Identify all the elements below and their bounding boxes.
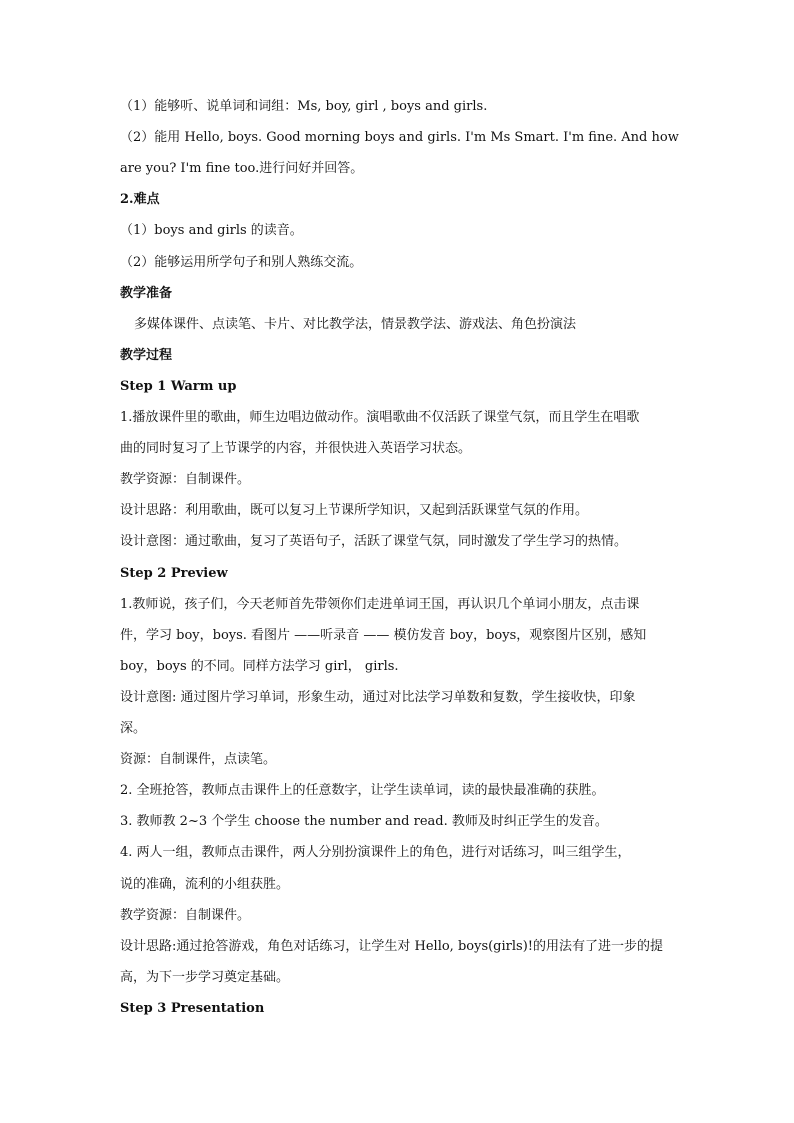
body-text-line: （1）boys and girls 的读音。 — [120, 223, 303, 239]
section-heading: Step 3 Presentation — [120, 1000, 265, 1016]
body-text-line: 教学资源：自制课件。 — [120, 472, 251, 488]
body-text-line: 设计意图：通过歌曲，复习了英语句子，活跃了课堂气氛，同时激发了学生学习的热情。 — [120, 534, 628, 550]
body-text-line: 教学资源：自制课件。 — [120, 907, 251, 923]
body-text-line: 设计思路:通过抢答游戏，角色对话练习，让学生对 Hello, boys(girls)!的用法有了进一步的提 — [120, 938, 664, 954]
body-text-line: 2. 全班抢答，教师点击课件上的任意数字，让学生读单词，读的最快最准确的获胜。 — [120, 783, 605, 799]
body-text-line: boy，boys 的不同。同样方法学习 girl， girls. — [120, 658, 399, 674]
section-heading: 教学准备 — [120, 285, 173, 301]
body-text-line: 曲的同时复习了上节课学的内容，并很快进入英语学习状态。 — [120, 441, 472, 457]
body-text-line: 件，学习 boy，boys. 看图片 ——听录音 —— 模仿发音 boy，boys，观察图片区别，感知 — [120, 627, 647, 643]
section-heading: 教学过程 — [120, 347, 173, 363]
body-text-line: are you? I'm fine too.进行问好并回答。 — [120, 161, 364, 177]
body-text-line: 4. 两人一组，教师点击课件，两人分别扮演课件上的角色，进行对话练习，叫三组学生， — [120, 845, 631, 861]
body-text-line: 说的准确，流利的小组获胜。 — [120, 876, 290, 892]
body-text-line: 1.播放课件里的歌曲，师生边唱边做动作。演唱歌曲不仅活跃了课堂气氛，而且学生在唱歌 — [120, 410, 640, 425]
body-text-line: （2）能用 Hello, boys. Good morning boys and girls. I'm Ms Smart. I'm fine. And how — [120, 130, 679, 146]
body-text-line: 1.教师说，孩子们，今天老师首先带领你们走进单词王国，再认识几个单词小朋友，点击课 — [120, 596, 640, 612]
body-text-line: 高，为下一步学习奠定基础。 — [120, 969, 290, 985]
section-heading: Step 2 Preview — [120, 565, 228, 581]
body-text-line: 设计意图: 通过图片学习单词，形象生动，通过对比法学习单数和复数，学生接收快，印象 — [120, 689, 636, 705]
body-text-line: （2）能够运用所学句子和别人熟练交流。 — [120, 254, 363, 270]
section-heading: 2.难点 — [120, 192, 160, 208]
body-text-line: 资源：自制课件，点读笔。 — [120, 752, 277, 768]
body-text-line: 多媒体课件、点读笔、卡片、对比教学法，情景教学法、游戏法、角色扮演法 — [134, 316, 577, 332]
body-text-line: 3. 教师教 2~3 个学生 choose the number and read. 教师及时纠正学生的发音。 — [120, 814, 608, 830]
section-heading: Step 1 Warm up — [120, 378, 237, 394]
body-text-line: 深。 — [120, 721, 147, 736]
body-text-line: （1）能够听、说单词和词组：Ms, boy, girl , boys and girls. — [120, 99, 488, 114]
body-text-line: 设计思路：利用歌曲，既可以复习上节课所学知识，又起到活跃课堂气氛的作用。 — [120, 503, 589, 519]
